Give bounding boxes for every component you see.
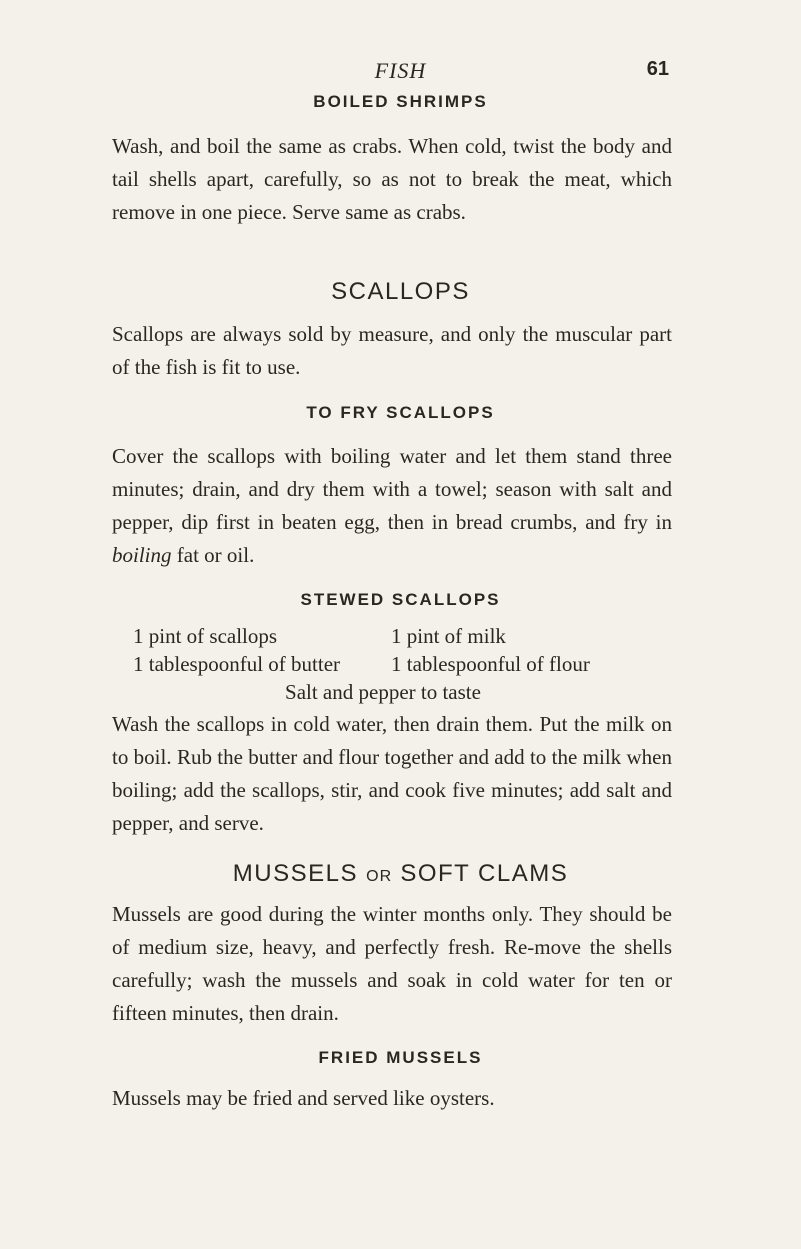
running-title: FISH [374, 58, 427, 83]
mussels-heading [0, 860, 801, 888]
ingredient-item: 1 tablespoonful of flour [391, 652, 590, 676]
ingredient-item: 1 pint of milk [391, 624, 506, 648]
stewed-scallops-text: Wash the scallops in cold water, then drain them. Put the milk on to boil. Rub the butter and flour together and add to the milk when boiling; add the scallops, stir, and cook five minutes; add salt and pepper, and serve. [112, 712, 672, 835]
scallops-heading: SCALLOPS [331, 278, 470, 305]
fry-scallops-emphasis: boiling [112, 543, 172, 567]
ingredient-row [133, 678, 673, 706]
mussels-heading-part2: SOFT CLAMS [400, 860, 569, 887]
mussels-heading-or: OR [366, 868, 393, 885]
ingredient-item: 1 pint of scallops [133, 624, 278, 648]
mussels-text: Mussels are good during the winter months only. They should be of medium size, heavy, and perfectly fresh. Re-move the shells carefully; wash the mussels and soak in cold water for ten or fifteen minutes, then drain. [112, 902, 672, 1025]
running-head [0, 58, 801, 88]
fry-scallops-text-part1: Cover the scallops with boiling water and let them stand three minutes; drain, and dry them with a towel; season with salt and pepper, dip first in beaten egg, then in bread crumbs, and fry in [112, 444, 672, 534]
fry-scallops-text-part2: fat or oil. [171, 543, 255, 567]
fry-scallops-heading: TO FRY SCALLOPS [306, 403, 495, 422]
boiled-shrimps-heading: BOILED SHRIMPS [313, 92, 488, 111]
ingredient-row [133, 622, 673, 650]
fry-scallops-text [112, 440, 672, 572]
fried-mussels-text: Mussels may be fried and served like oysters. [112, 1086, 495, 1110]
boiled-shrimps-text: Wash, and boil the same as crabs. When cold, twist the body and tail shells apart, carefully, so as not to break the meat, which remove in one piece. Serve same as crabs. [112, 134, 672, 224]
mussels-heading-part1: MUSSELS [232, 860, 358, 887]
fried-mussels-heading: FRIED MUSSELS [318, 1048, 483, 1067]
ingredient-row [133, 650, 673, 678]
page-number: 61 [646, 58, 669, 80]
ingredient-item: 1 tablespoonful of butter [133, 652, 341, 676]
scallops-text: Scallops are always sold by measure, and only the muscular part of the fish is fit to use. [112, 322, 672, 379]
ingredient-seasoning: Salt and pepper to taste [285, 680, 481, 704]
stewed-scallops-ingredients [133, 622, 673, 706]
stewed-scallops-heading: STEWED SCALLOPS [300, 590, 501, 609]
